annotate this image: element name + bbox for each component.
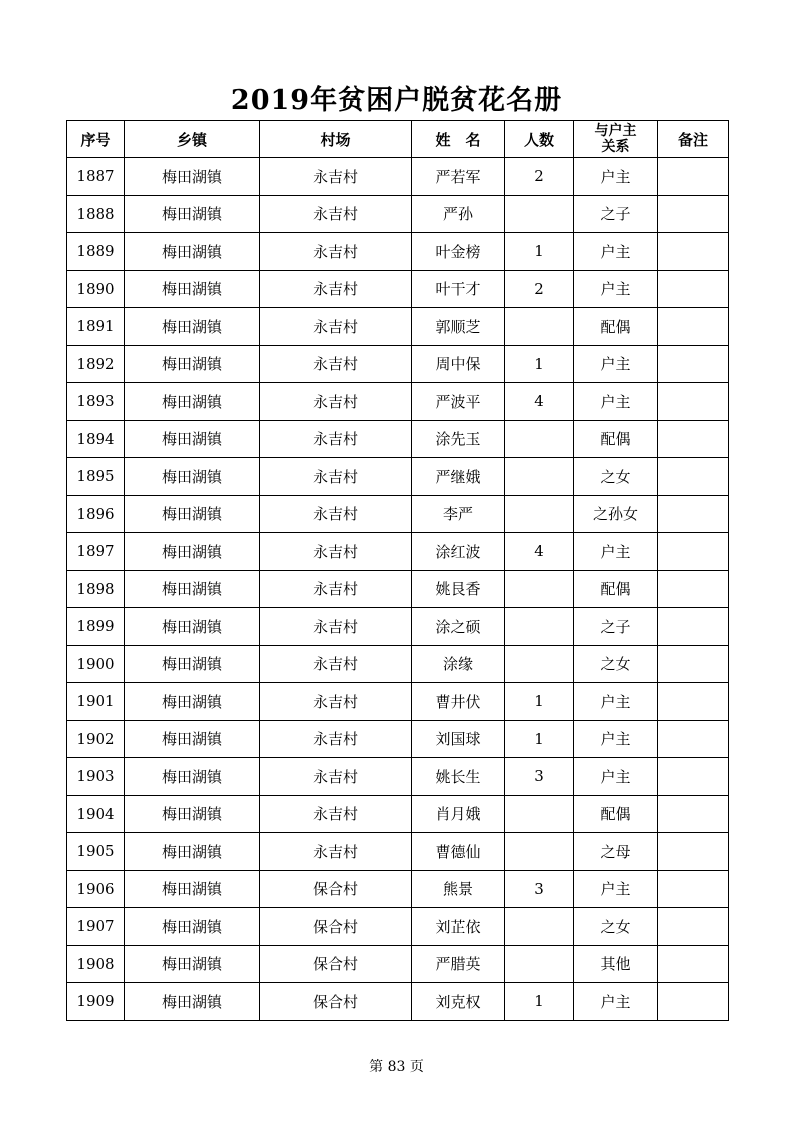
cell-name: 涂之硕	[412, 608, 505, 646]
cell-town: 梅田湖镇	[125, 195, 260, 233]
header-relation	[574, 121, 658, 158]
cell-village: 永吉村	[260, 345, 412, 383]
cell-town: 梅田湖镇	[125, 758, 260, 796]
cell-village: 永吉村	[260, 645, 412, 683]
cell-count: 1	[505, 683, 574, 721]
cell-count	[505, 308, 574, 346]
cell-town: 梅田湖镇	[125, 870, 260, 908]
cell-count: 1	[505, 720, 574, 758]
table-row	[67, 533, 729, 571]
cell-relation: 之女	[574, 458, 658, 496]
cell-name: 郭顺芝	[412, 308, 505, 346]
header-relation-line1: 与户主	[594, 123, 637, 139]
cell-village: 永吉村	[260, 683, 412, 721]
cell-village: 永吉村	[260, 158, 412, 196]
table-row	[67, 645, 729, 683]
cell-seq: 1905	[67, 833, 125, 871]
cell-village: 保合村	[260, 983, 412, 1021]
cell-town: 梅田湖镇	[125, 458, 260, 496]
cell-town: 梅田湖镇	[125, 645, 260, 683]
cell-relation: 户主	[574, 533, 658, 571]
cell-town: 梅田湖镇	[125, 495, 260, 533]
cell-seq: 1891	[67, 308, 125, 346]
cell-town: 梅田湖镇	[125, 308, 260, 346]
cell-count	[505, 645, 574, 683]
cell-village: 永吉村	[260, 570, 412, 608]
cell-seq: 1908	[67, 945, 125, 983]
cell-note	[658, 720, 729, 758]
cell-count	[505, 570, 574, 608]
cell-town: 梅田湖镇	[125, 720, 260, 758]
cell-relation: 之母	[574, 833, 658, 871]
cell-village: 永吉村	[260, 495, 412, 533]
cell-relation: 户主	[574, 720, 658, 758]
table-row	[67, 233, 729, 271]
table-row	[67, 458, 729, 496]
header-village: 村场	[260, 121, 412, 158]
header-row	[67, 121, 729, 158]
cell-note	[658, 945, 729, 983]
cell-seq: 1896	[67, 495, 125, 533]
table-row	[67, 420, 729, 458]
cell-village: 永吉村	[260, 233, 412, 271]
cell-village: 永吉村	[260, 795, 412, 833]
cell-count	[505, 495, 574, 533]
cell-seq: 1907	[67, 908, 125, 946]
cell-note	[658, 833, 729, 871]
page-title: 2019年贫困户脱贫花名册	[230, 85, 563, 116]
cell-village: 永吉村	[260, 533, 412, 571]
cell-seq: 1899	[67, 608, 125, 646]
cell-village: 永吉村	[260, 270, 412, 308]
cell-name: 刘国球	[412, 720, 505, 758]
table-row	[67, 983, 729, 1021]
cell-name: 肖月娥	[412, 795, 505, 833]
cell-town: 梅田湖镇	[125, 683, 260, 721]
cell-seq: 1888	[67, 195, 125, 233]
cell-name: 涂先玉	[412, 420, 505, 458]
cell-name: 严腊英	[412, 945, 505, 983]
cell-note	[658, 608, 729, 646]
cell-seq: 1900	[67, 645, 125, 683]
table-row	[67, 908, 729, 946]
cell-relation: 之女	[574, 645, 658, 683]
cell-count	[505, 795, 574, 833]
cell-count: 3	[505, 758, 574, 796]
cell-town: 梅田湖镇	[125, 383, 260, 421]
cell-note	[658, 870, 729, 908]
cell-count: 2	[505, 270, 574, 308]
table-row	[67, 158, 729, 196]
cell-count	[505, 945, 574, 983]
table-row	[67, 945, 729, 983]
cell-town: 梅田湖镇	[125, 833, 260, 871]
cell-village: 永吉村	[260, 758, 412, 796]
cell-note	[658, 495, 729, 533]
cell-village: 保合村	[260, 945, 412, 983]
cell-count	[505, 608, 574, 646]
cell-town: 梅田湖镇	[125, 233, 260, 271]
header-count: 人数	[505, 121, 574, 158]
cell-name: 周中保	[412, 345, 505, 383]
cell-relation: 户主	[574, 383, 658, 421]
cell-name: 刘克权	[412, 983, 505, 1021]
cell-note	[658, 345, 729, 383]
cell-note	[658, 983, 729, 1021]
cell-note	[658, 645, 729, 683]
cell-name: 刘芷依	[412, 908, 505, 946]
cell-town: 梅田湖镇	[125, 345, 260, 383]
cell-relation: 之子	[574, 608, 658, 646]
cell-relation: 配偶	[574, 795, 658, 833]
cell-seq: 1909	[67, 983, 125, 1021]
cell-count: 2	[505, 158, 574, 196]
cell-note	[658, 683, 729, 721]
header-town: 乡镇	[125, 121, 260, 158]
cell-seq: 1897	[67, 533, 125, 571]
cell-note	[658, 795, 729, 833]
cell-relation: 之女	[574, 908, 658, 946]
cell-relation: 配偶	[574, 308, 658, 346]
cell-village: 永吉村	[260, 308, 412, 346]
cell-note	[658, 195, 729, 233]
cell-count: 1	[505, 983, 574, 1021]
cell-count	[505, 458, 574, 496]
cell-seq: 1898	[67, 570, 125, 608]
cell-name: 叶金榜	[412, 233, 505, 271]
cell-note	[658, 158, 729, 196]
cell-count: 1	[505, 233, 574, 271]
cell-town: 梅田湖镇	[125, 270, 260, 308]
cell-town: 梅田湖镇	[125, 908, 260, 946]
cell-seq: 1906	[67, 870, 125, 908]
cell-name: 严波平	[412, 383, 505, 421]
cell-seq: 1889	[67, 233, 125, 271]
cell-note	[658, 458, 729, 496]
cell-count	[505, 195, 574, 233]
cell-name: 严继娥	[412, 458, 505, 496]
cell-relation: 户主	[574, 345, 658, 383]
table-row	[67, 683, 729, 721]
cell-relation: 户主	[574, 758, 658, 796]
cell-relation: 户主	[574, 158, 658, 196]
table-row	[67, 195, 729, 233]
table-row	[67, 495, 729, 533]
roster-table	[66, 120, 729, 1021]
cell-village: 保合村	[260, 908, 412, 946]
cell-note	[658, 270, 729, 308]
cell-count: 1	[505, 345, 574, 383]
cell-town: 梅田湖镇	[125, 945, 260, 983]
cell-relation: 户主	[574, 270, 658, 308]
cell-town: 梅田湖镇	[125, 420, 260, 458]
cell-seq: 1893	[67, 383, 125, 421]
table-row	[67, 720, 729, 758]
table-row	[67, 870, 729, 908]
cell-count	[505, 833, 574, 871]
cell-name: 姚艮香	[412, 570, 505, 608]
cell-name: 姚长生	[412, 758, 505, 796]
cell-village: 永吉村	[260, 420, 412, 458]
cell-village: 永吉村	[260, 833, 412, 871]
cell-relation: 户主	[574, 233, 658, 271]
cell-town: 梅田湖镇	[125, 570, 260, 608]
table-row	[67, 795, 729, 833]
cell-seq: 1902	[67, 720, 125, 758]
cell-name: 涂红波	[412, 533, 505, 571]
cell-note	[658, 908, 729, 946]
header-note: 备注	[658, 121, 729, 158]
cell-town: 梅田湖镇	[125, 983, 260, 1021]
table-row	[67, 570, 729, 608]
cell-village: 永吉村	[260, 720, 412, 758]
cell-relation: 户主	[574, 870, 658, 908]
table-row	[67, 383, 729, 421]
cell-seq: 1901	[67, 683, 125, 721]
cell-relation: 其他	[574, 945, 658, 983]
cell-name: 曹德仙	[412, 833, 505, 871]
cell-name: 曹井伏	[412, 683, 505, 721]
cell-count	[505, 908, 574, 946]
cell-name: 熊景	[412, 870, 505, 908]
cell-town: 梅田湖镇	[125, 795, 260, 833]
cell-town: 梅田湖镇	[125, 158, 260, 196]
cell-relation: 配偶	[574, 570, 658, 608]
cell-name: 严孙	[412, 195, 505, 233]
header-relation-line2: 关系	[601, 139, 630, 155]
cell-note	[658, 533, 729, 571]
table-row	[67, 608, 729, 646]
table-row	[67, 308, 729, 346]
cell-seq: 1890	[67, 270, 125, 308]
cell-town: 梅田湖镇	[125, 533, 260, 571]
cell-village: 永吉村	[260, 458, 412, 496]
cell-relation: 之孙女	[574, 495, 658, 533]
cell-note	[658, 383, 729, 421]
cell-seq: 1892	[67, 345, 125, 383]
header-seq: 序号	[67, 121, 125, 158]
cell-seq: 1894	[67, 420, 125, 458]
cell-village: 永吉村	[260, 383, 412, 421]
page-number: 第 83 页	[369, 1059, 424, 1075]
cell-relation: 配偶	[574, 420, 658, 458]
cell-count: 4	[505, 383, 574, 421]
cell-seq: 1887	[67, 158, 125, 196]
cell-seq: 1903	[67, 758, 125, 796]
cell-village: 永吉村	[260, 608, 412, 646]
cell-note	[658, 758, 729, 796]
table-row	[67, 345, 729, 383]
cell-name: 涂缘	[412, 645, 505, 683]
table-row	[67, 833, 729, 871]
cell-note	[658, 233, 729, 271]
roster-body	[67, 158, 729, 1021]
cell-count: 3	[505, 870, 574, 908]
cell-note	[658, 570, 729, 608]
cell-count: 4	[505, 533, 574, 571]
cell-relation: 户主	[574, 983, 658, 1021]
cell-seq: 1895	[67, 458, 125, 496]
cell-name: 李严	[412, 495, 505, 533]
cell-seq: 1904	[67, 795, 125, 833]
header-name: 姓 名	[412, 121, 505, 158]
cell-village: 保合村	[260, 870, 412, 908]
table-row	[67, 758, 729, 796]
cell-relation: 户主	[574, 683, 658, 721]
table-row	[67, 270, 729, 308]
cell-count	[505, 420, 574, 458]
cell-village: 永吉村	[260, 195, 412, 233]
cell-relation: 之子	[574, 195, 658, 233]
cell-note	[658, 420, 729, 458]
cell-name: 严若军	[412, 158, 505, 196]
cell-town: 梅田湖镇	[125, 608, 260, 646]
cell-name: 叶干才	[412, 270, 505, 308]
cell-note	[658, 308, 729, 346]
